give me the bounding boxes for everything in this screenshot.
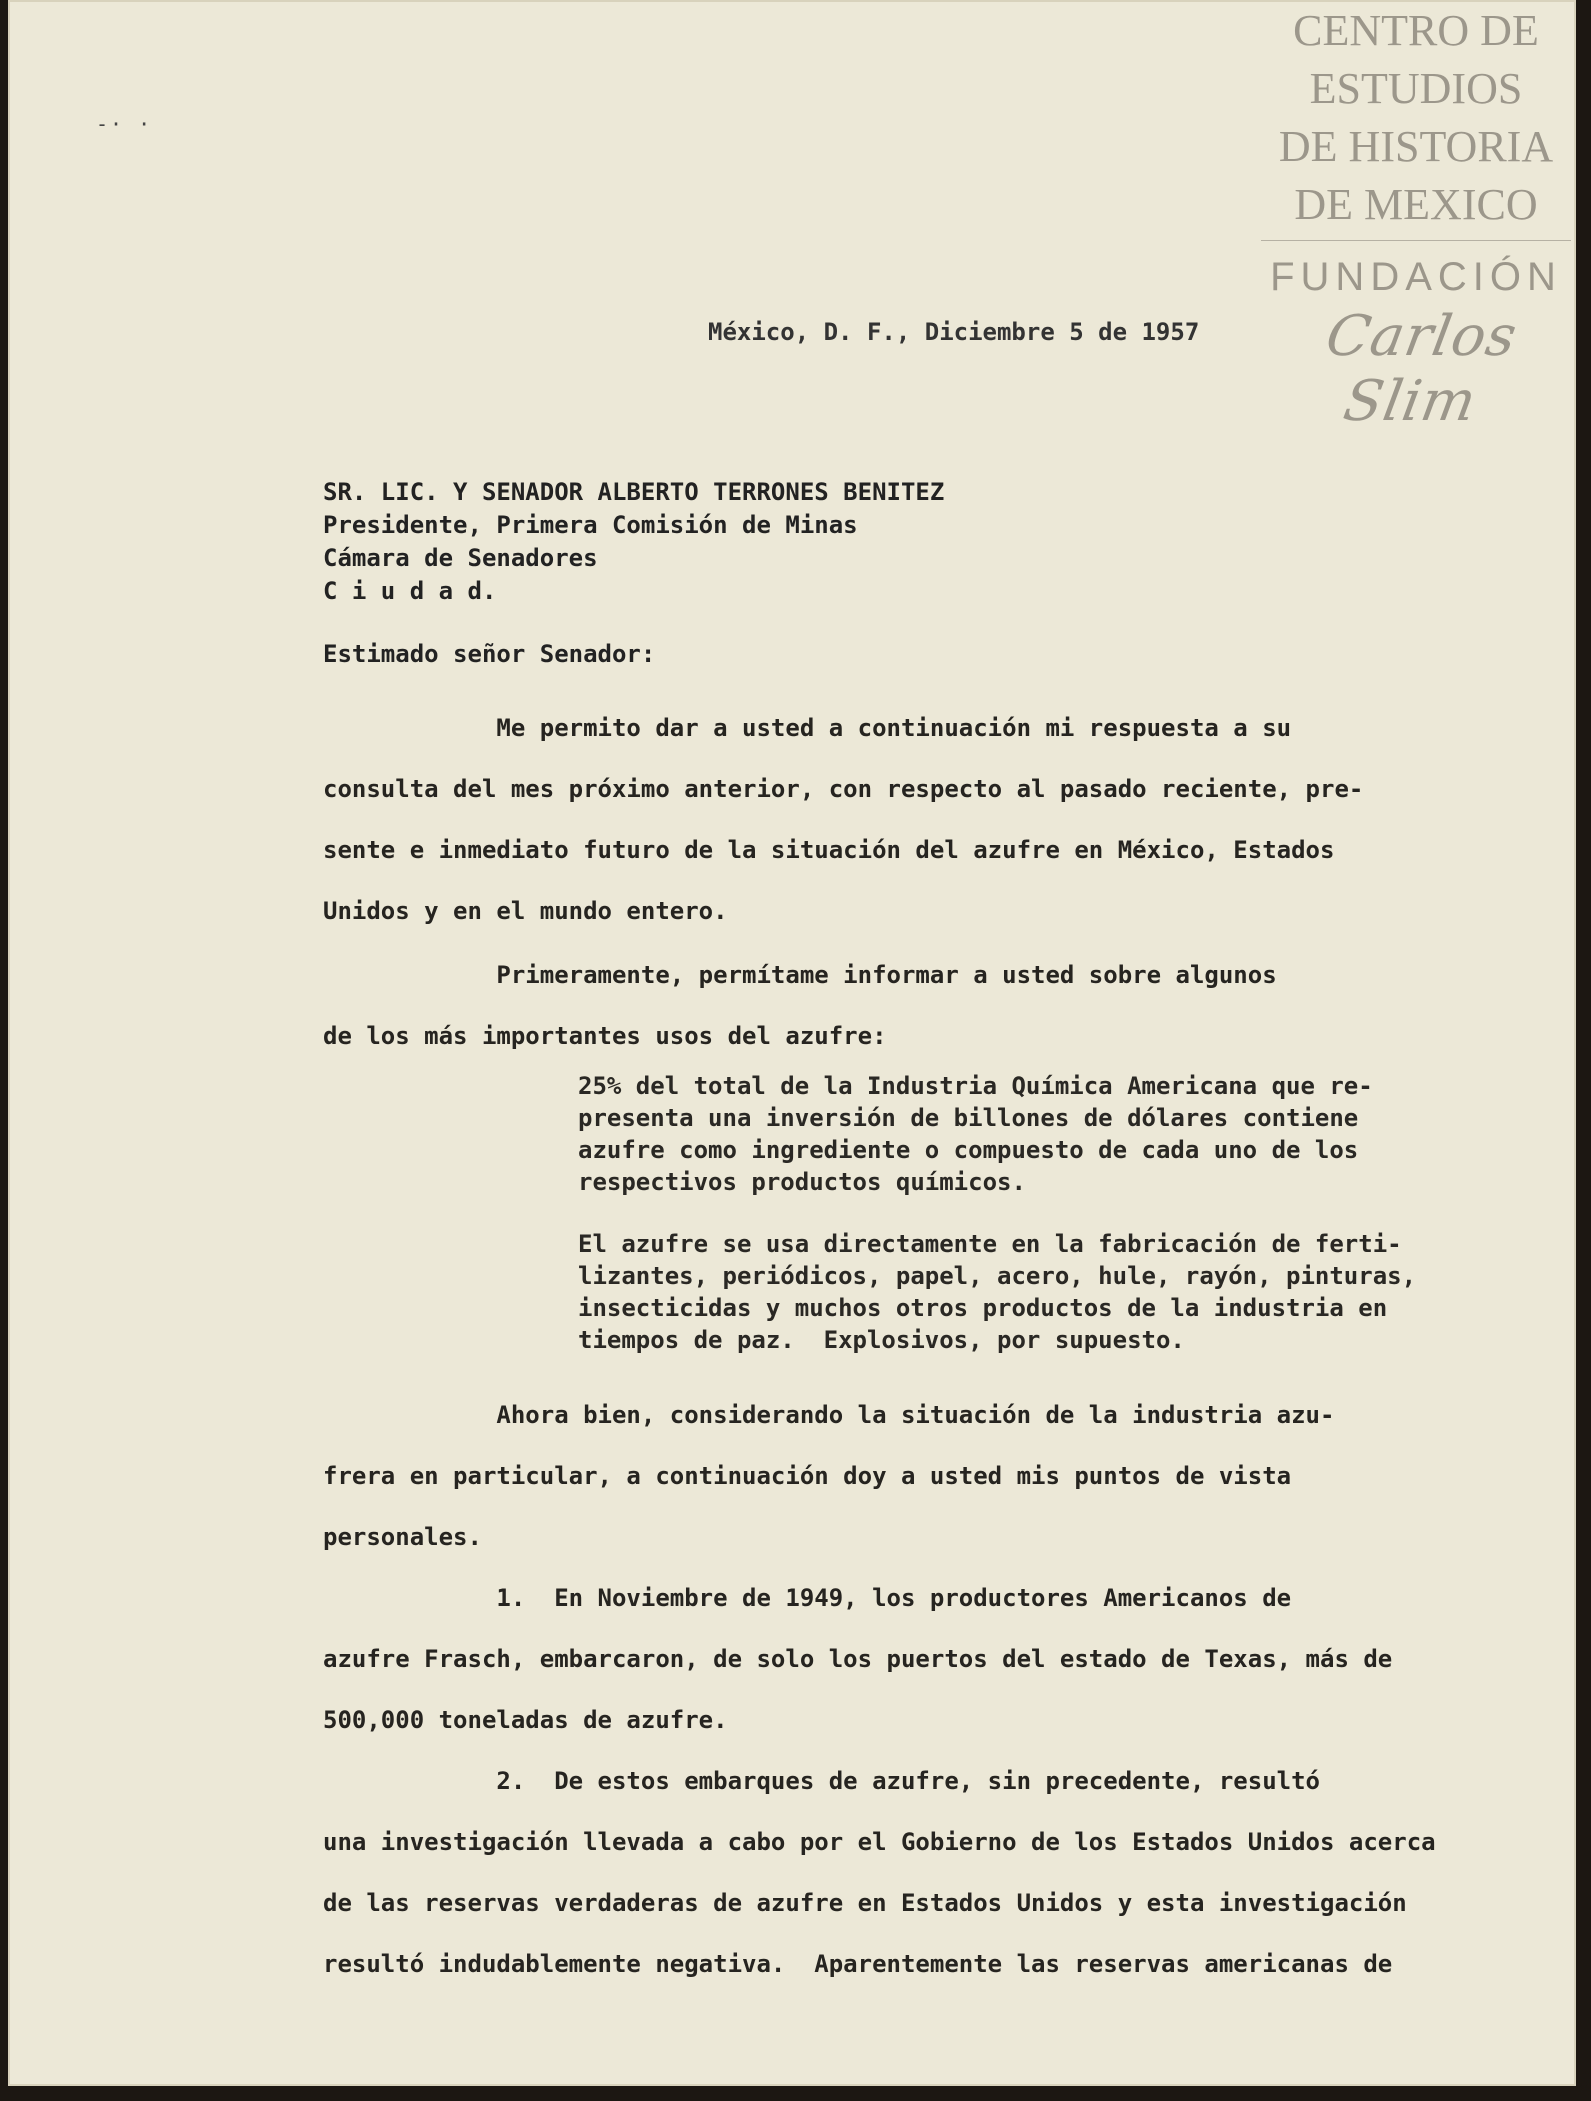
- letter-date: México, D. F., Diciembre 5 de 1957: [708, 318, 1200, 346]
- paragraph-1: Me permito dar a usted a continuación mi respuesta a su consulta del mes próximo anterior, con respecto al pasado reciente, pre- sente e inmediato futuro de la situación del azufre en México, Estados Unidos y en el mundo entero.: [323, 714, 1364, 925]
- watermark-line-2: ESTUDIOS: [1309, 64, 1523, 113]
- indented-paragraph-2: El azufre se usa directamente en la fabricación de ferti- lizantes, periódicos, papel, acero, hule, rayón, pinturas, insecticidas y muchos otros productos de la industria en tiempos de paz. Explosivos, por supuesto.: [578, 1230, 1417, 1354]
- letter-greeting: Estimado señor Senador:: [323, 640, 656, 668]
- paragraph-3: Ahora bien, considerando la situación de la industria azu- frera en particular, a continuación doy a usted mis puntos de vista personales.: [323, 1401, 1335, 1551]
- watermark-signature: Carlos Slim: [1321, 304, 1523, 434]
- watermark-line-1: CENTRO DE: [1293, 6, 1539, 55]
- watermark-foundation: FUNDACIÓN: [1270, 255, 1562, 299]
- watermark-line-3: DE HISTORIA: [1278, 122, 1554, 171]
- archive-watermark: [1256, 0, 1576, 434]
- watermark-line-4: DE MEXICO: [1294, 180, 1538, 229]
- letter-page: [8, 0, 1576, 2086]
- paragraph-2: Primeramente, permítame informar a usted sobre algunos de los más importantes usos del azufre:: [323, 961, 1277, 1050]
- corner-mark: -· ·: [96, 112, 153, 136]
- indented-paragraph-1: 25% del total de la Industria Química Americana que re- presenta una inversión de billones de dólares contiene azufre como ingrediente o compuesto de cada uno de los respectivos productos químicos.: [578, 1072, 1373, 1196]
- paragraph-4: 1. En Noviembre de 1949, los productores Americanos de azufre Frasch, embarcaron, de solo los puertos del estado de Texas, más de 500,000 toneladas de azufre.: [323, 1584, 1393, 1734]
- watermark-divider: [1261, 240, 1571, 241]
- letter-addressee: SR. LIC. Y SENADOR ALBERTO TERRONES BENITEZ Presidente, Primera Comisión de Minas Cámara de Senadores C i u d a d.: [323, 478, 945, 605]
- paragraph-5: 2. De estos embarques de azufre, sin precedente, resultó una investigación llevada a cabo por el Gobierno de los Estados Unidos acerca de las reservas verdaderas de azufre en Estados Unidos y esta investigación resultó indudablemente negativa. Aparentemente las reservas americanas de: [323, 1767, 1436, 1978]
